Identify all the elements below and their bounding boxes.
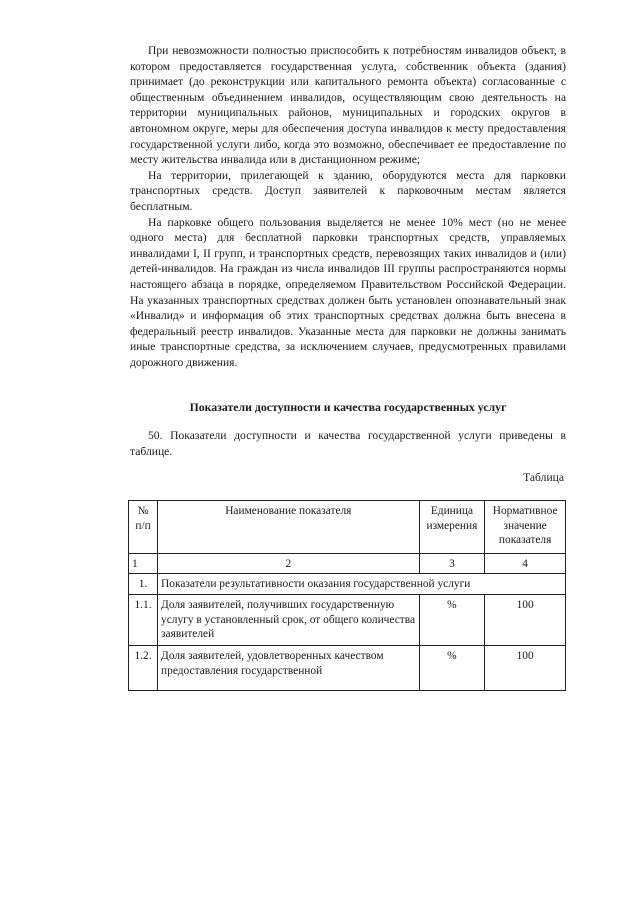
header-number: № п/п bbox=[129, 501, 158, 554]
numbering-cell: 3 bbox=[419, 554, 485, 574]
table-label: Таблица bbox=[523, 471, 564, 484]
row-number: 1.2. bbox=[129, 645, 158, 690]
header-norm: Нормативное значение показателя bbox=[485, 501, 566, 554]
numbering-cell: 4 bbox=[485, 554, 566, 574]
paragraph-parking-disabled: На парковке общего пользования выделяется не менее 10% мест (но не менее одного места) для бесплатной парковки транспортных средств, управляемых инвалидами I, II групп, и транспортных средств, перевозящих таких инвалидов и (или) детей-инвалидов. На граждан из числа инвалидов III группы распространяются нормы настоящего абзаца в порядке, определяемом Правительством Российской Федерации. На указанных транспортных средствах должен быть установлен опознавательный знак «Инвалид» и информация об этих транспортных средствах должна быть внесена в федеральный реестр инвалидов. Указанные места для парковки не должны занимать иные транспортные средства, за исключением случаев, предусмотренных правилами дорожного движения. bbox=[130, 215, 566, 369]
table-row bbox=[129, 595, 566, 646]
table-row bbox=[129, 645, 566, 690]
paragraph-accessibility: При невозможности полностью приспособить к потребностям инвалидов объект, в котором предоставляется государственная услуга, собственник объекта (здания) принимает (до реконструкции или капитального ремонта объекта) согласованные с общественным объединением инвалидов, осуществляющим свою деятельность на территории муниципальных районов, муниципальных и городских округов в автономном округе, меры для обеспечения доступа инвалидов к месту предоставления государственной услуги либо, когда это возможно, обеспечивает ее предоставление по месту жительства инвалида или в дистанционном режиме; bbox=[130, 44, 566, 167]
section-heading: Показатели доступности и качества государственных услуг bbox=[189, 400, 507, 414]
row-unit: % bbox=[419, 645, 485, 690]
body-text bbox=[130, 43, 566, 370]
numbering-cell: 2 bbox=[158, 554, 420, 574]
paragraph-parking: На территории, прилегающей к зданию, оборудуются места для парковки транспортных средств. Доступ заявителей к парковочным местам является бесплатным. bbox=[130, 168, 566, 213]
row-label: Доля заявителей, удовлетворенных качеством предоставления государственной bbox=[158, 645, 420, 690]
row-unit: % bbox=[419, 595, 485, 646]
section-number: 1. bbox=[129, 573, 158, 595]
indicators-table bbox=[128, 500, 566, 691]
table-header-row bbox=[129, 501, 566, 554]
row-number: 1.1. bbox=[129, 595, 158, 646]
numbering-cell: 1 bbox=[129, 554, 158, 574]
row-label: Доля заявителей, получивших государственную услугу в установленный срок, от общего количества заявителей bbox=[158, 595, 420, 646]
section-label: Показатели результативности оказания государственной услуги bbox=[158, 573, 566, 595]
table-section-row bbox=[129, 573, 566, 595]
header-unit: Единица измерения bbox=[419, 501, 485, 554]
row-value: 100 bbox=[485, 645, 566, 690]
header-name: Наименование показателя bbox=[158, 501, 420, 554]
row-value: 100 bbox=[485, 595, 566, 646]
paragraph-50-block bbox=[130, 428, 566, 459]
table-numbering-row bbox=[129, 554, 566, 574]
paragraph-50: 50. Показатели доступности и качества государственной услуги приведены в таблице. bbox=[130, 429, 566, 458]
